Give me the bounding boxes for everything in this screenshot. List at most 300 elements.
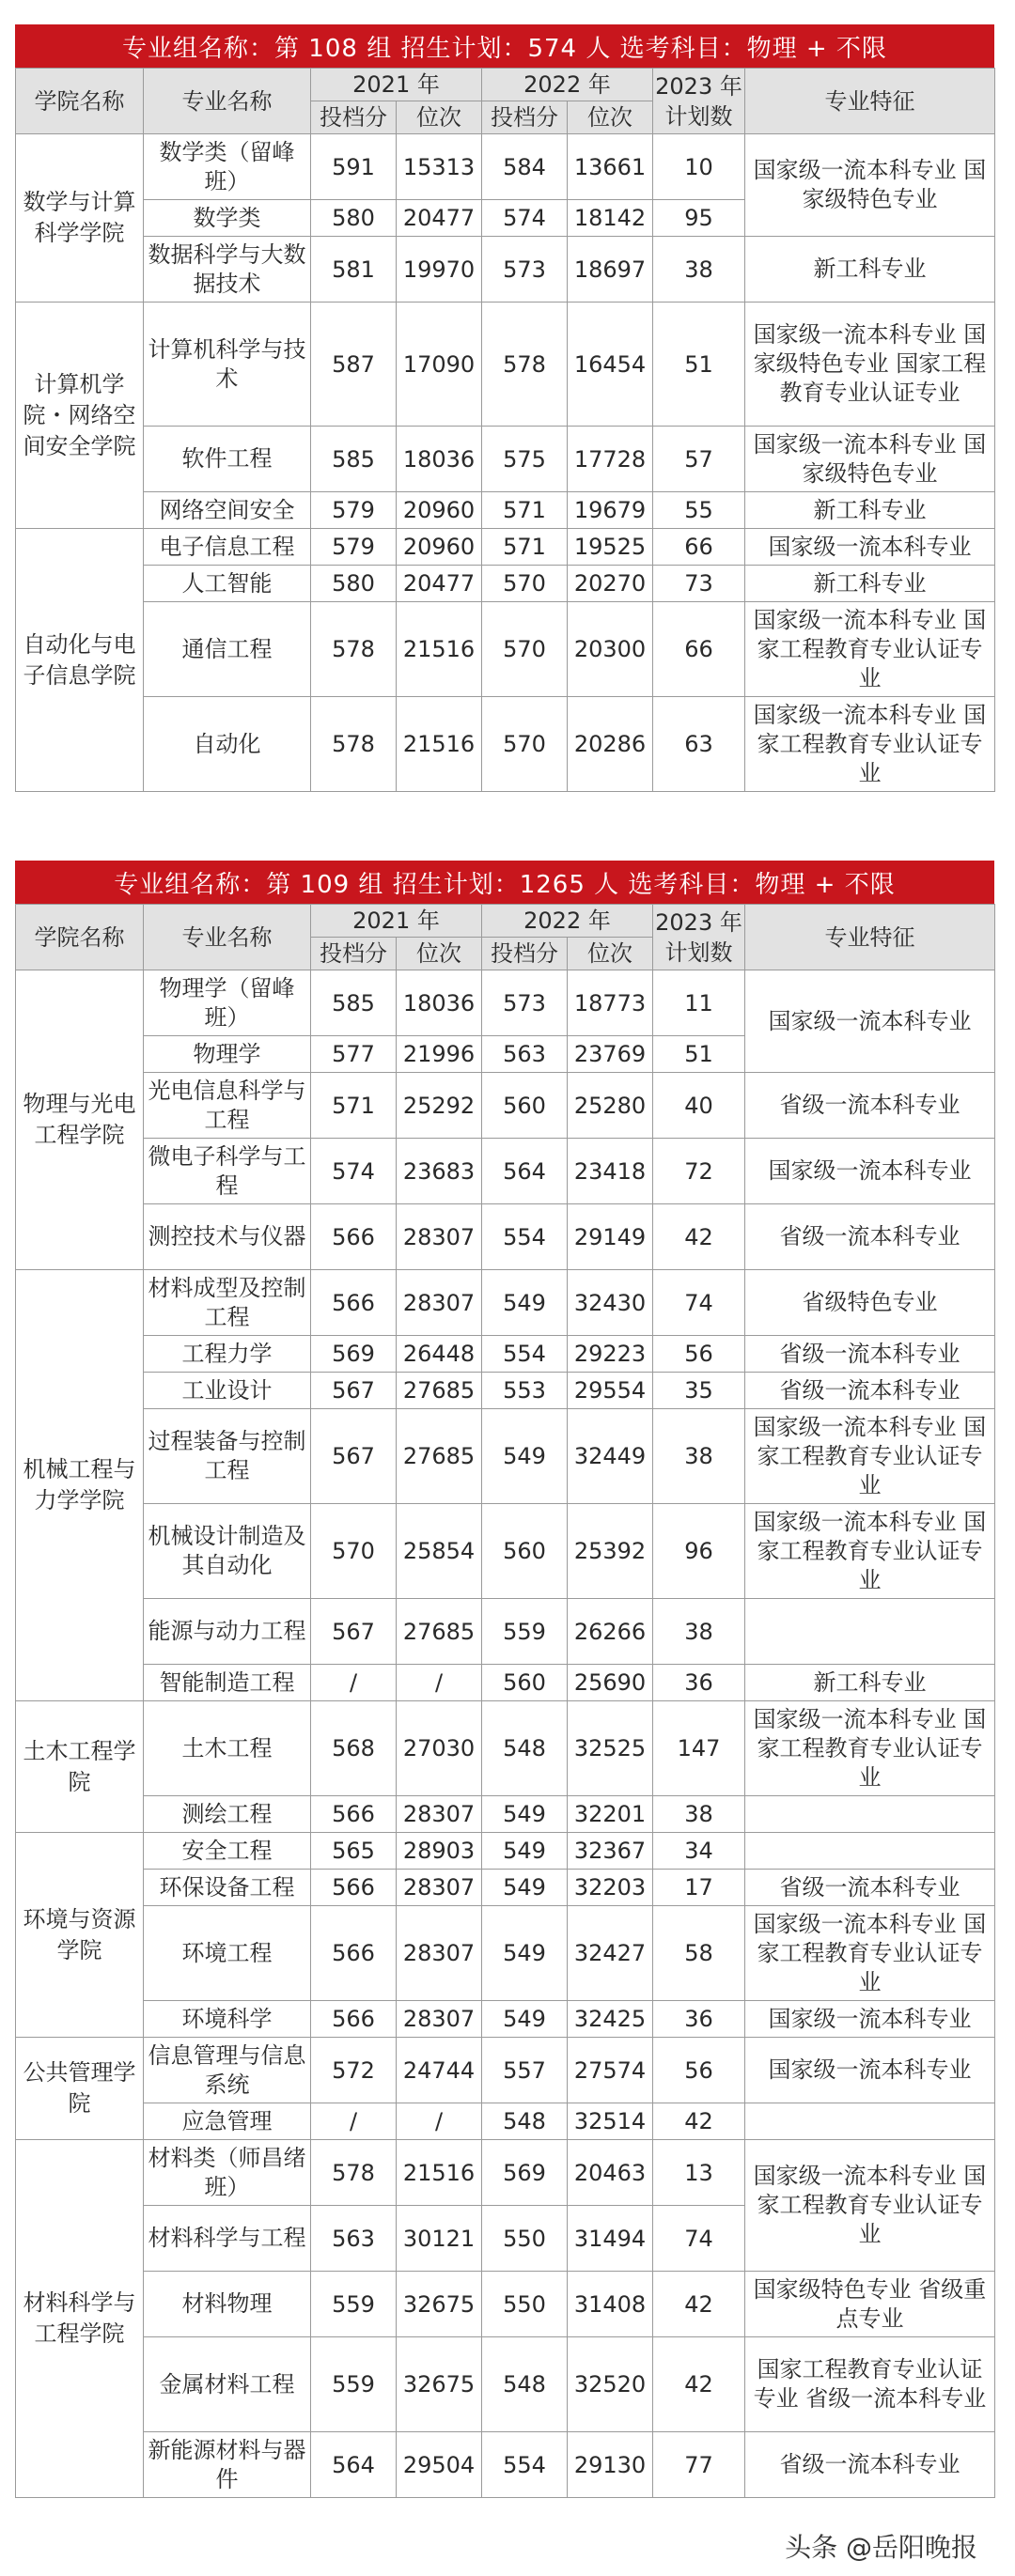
major-feature — [745, 2103, 995, 2140]
header-2022: 2022 年 — [482, 69, 653, 101]
table-row — [16, 1906, 995, 2001]
college-name: 环境与资源学院 — [16, 1833, 144, 2038]
table-row — [16, 2038, 995, 2103]
table-108-group — [15, 24, 994, 792]
major-feature: 国家级一流本科专业 国家工程教育专业认证专业 — [745, 1504, 995, 1599]
header-2023-plan — [653, 69, 745, 134]
score-2021: 566 — [311, 1906, 397, 2001]
plan-2023: 56 — [653, 2038, 745, 2103]
header-score-2021: 投档分 — [311, 938, 397, 970]
major-name: 金属材料工程 — [144, 2337, 311, 2432]
plan-2023: 72 — [653, 1139, 745, 1204]
table-row — [16, 529, 995, 566]
score-2022: 573 — [482, 970, 568, 1036]
header-2023-plan — [653, 905, 745, 970]
score-2022: 584 — [482, 134, 568, 200]
college-name: 机械工程与力学学院 — [16, 1270, 144, 1701]
plan-2023: 38 — [653, 237, 745, 303]
rank-2021: 21516 — [397, 697, 482, 792]
rank-2022: 29149 — [568, 1204, 653, 1270]
rank-2022: 27574 — [568, 2038, 653, 2103]
rank-2022: 26266 — [568, 1599, 653, 1665]
major-feature: 国家级一流本科专业 — [745, 2038, 995, 2103]
table-row — [16, 2001, 995, 2038]
score-2022: 548 — [482, 2337, 568, 2432]
score-2022: 564 — [482, 1139, 568, 1204]
major-feature: 省级一流本科专业 — [745, 2432, 995, 2498]
header-college: 学院名称 — [16, 905, 144, 970]
rank-2021: 15313 — [397, 134, 482, 200]
major-name: 测控技术与仪器 — [144, 1204, 311, 1270]
rank-2021: 27685 — [397, 1409, 482, 1504]
table-row — [16, 1701, 995, 1796]
major-feature: 国家级一流本科专业 国家工程教育专业认证专业 — [745, 697, 995, 792]
major-feature: 国家级一流本科专业 国家工程教育专业认证专业 — [745, 2140, 995, 2272]
rank-2021: 17090 — [397, 303, 482, 427]
table-row — [16, 492, 995, 529]
rank-2022: 20300 — [568, 602, 653, 697]
major-name: 电子信息工程 — [144, 529, 311, 566]
plan-2023: 42 — [653, 2272, 745, 2337]
rank-2021: / — [397, 1665, 482, 1701]
major-name: 新能源材料与器件 — [144, 2432, 311, 2498]
score-2021: 559 — [311, 2272, 397, 2337]
score-2021: 585 — [311, 427, 397, 492]
score-2021: 567 — [311, 1373, 397, 1409]
score-2021: 559 — [311, 2337, 397, 2432]
table-row — [16, 1204, 995, 1270]
rank-2021: 21516 — [397, 2140, 482, 2206]
score-2022: 574 — [482, 200, 568, 237]
rank-2021: 28307 — [397, 1870, 482, 1906]
score-2021: 572 — [311, 2038, 397, 2103]
table-row — [16, 1870, 995, 1906]
major-feature: 省级一流本科专业 — [745, 1336, 995, 1373]
rank-2021: 28307 — [397, 1906, 482, 2001]
rank-2022: 25690 — [568, 1665, 653, 1701]
table-row — [16, 970, 995, 1036]
rank-2021: 20477 — [397, 200, 482, 237]
college-name: 数学与计算科学学院 — [16, 134, 144, 303]
header-rank-2022: 位次 — [568, 938, 653, 970]
rank-2022: 17728 — [568, 427, 653, 492]
score-2021: 581 — [311, 237, 397, 303]
table-row — [16, 1336, 995, 1373]
major-name: 自动化 — [144, 697, 311, 792]
plan-2023: 35 — [653, 1373, 745, 1409]
major-feature — [745, 1796, 995, 1833]
plan-2023: 10 — [653, 134, 745, 200]
rank-2022: 32367 — [568, 1833, 653, 1870]
major-feature: 国家工程教育专业认证专业 省级一流本科专业 — [745, 2337, 995, 2432]
score-2022: 549 — [482, 1906, 568, 2001]
table-row — [16, 2432, 995, 2498]
score-2022: 563 — [482, 1036, 568, 1073]
major-feature: 省级一流本科专业 — [745, 1073, 995, 1139]
score-2021: / — [311, 1665, 397, 1701]
major-name: 机械设计制造及其自动化 — [144, 1504, 311, 1599]
major-name: 智能制造工程 — [144, 1665, 311, 1701]
rank-2021: 21996 — [397, 1036, 482, 1073]
score-2021: 585 — [311, 970, 397, 1036]
score-2021: 563 — [311, 2206, 397, 2272]
college-name: 物理与光电工程学院 — [16, 970, 144, 1270]
header-plan-count: 计划数 — [664, 102, 733, 130]
major-name: 土木工程 — [144, 1701, 311, 1796]
rank-2021: 20477 — [397, 566, 482, 602]
rank-2021: 26448 — [397, 1336, 482, 1373]
major-feature — [745, 1599, 995, 1665]
plan-2023: 11 — [653, 970, 745, 1036]
admission-table-108 — [15, 68, 995, 792]
score-2022: 560 — [482, 1073, 568, 1139]
score-2021: 566 — [311, 2001, 397, 2038]
major-feature: 国家级一流本科专业 国家工程教育专业认证专业 — [745, 1409, 995, 1504]
rank-2022: 18697 — [568, 237, 653, 303]
college-name: 公共管理学院 — [16, 2038, 144, 2140]
plan-2023: 36 — [653, 2001, 745, 2038]
plan-2023: 38 — [653, 1599, 745, 1665]
score-2022: 560 — [482, 1504, 568, 1599]
major-feature: 新工科专业 — [745, 566, 995, 602]
rank-2021: 28307 — [397, 1270, 482, 1336]
major-name: 计算机科学与技术 — [144, 303, 311, 427]
table-row — [16, 2337, 995, 2432]
score-2021: 574 — [311, 1139, 397, 1204]
header-feature: 专业特征 — [745, 905, 995, 970]
header-score-2022: 投档分 — [482, 938, 568, 970]
rank-2021: 27685 — [397, 1599, 482, 1665]
rank-2021: 20960 — [397, 492, 482, 529]
header-2021: 2021 年 — [311, 69, 482, 101]
table-row — [16, 1599, 995, 1665]
rank-2021: 27685 — [397, 1373, 482, 1409]
major-name: 物理学（留峰班） — [144, 970, 311, 1036]
rank-2022: 19679 — [568, 492, 653, 529]
header-2023: 2023 年 — [655, 72, 742, 100]
table-109-group — [15, 861, 994, 2498]
table-row — [16, 1139, 995, 1204]
plan-2023: 42 — [653, 2103, 745, 2140]
major-name: 通信工程 — [144, 602, 311, 697]
rank-2021: 29504 — [397, 2432, 482, 2498]
header-feature: 专业特征 — [745, 69, 995, 134]
major-feature: 国家级一流本科专业 — [745, 1139, 995, 1204]
table-row — [16, 237, 995, 303]
rank-2022: 29130 — [568, 2432, 653, 2498]
major-feature: 新工科专业 — [745, 237, 995, 303]
score-2021: 567 — [311, 1599, 397, 1665]
major-name: 微电子科学与工程 — [144, 1139, 311, 1204]
banner-108: 专业组名称：第 108 组 招生计划：574 人 选考科目：物理 + 不限 — [15, 24, 994, 68]
plan-2023: 42 — [653, 1204, 745, 1270]
table-row — [16, 2140, 995, 2206]
rank-2021: 18036 — [397, 970, 482, 1036]
rank-2022: 32203 — [568, 1870, 653, 1906]
major-feature: 国家级一流本科专业 国家工程教育专业认证专业 — [745, 1906, 995, 2001]
table-row — [16, 1796, 995, 1833]
major-feature: 国家级一流本科专业 国家级特色专业 — [745, 134, 995, 237]
rank-2021: 20960 — [397, 529, 482, 566]
major-name: 数学类（留峰班） — [144, 134, 311, 200]
header-2023: 2023 年 — [655, 908, 742, 936]
rank-2022: 32449 — [568, 1409, 653, 1504]
major-name: 人工智能 — [144, 566, 311, 602]
rank-2021: 25292 — [397, 1073, 482, 1139]
major-name: 能源与动力工程 — [144, 1599, 311, 1665]
major-feature: 省级特色专业 — [745, 1270, 995, 1336]
plan-2023: 36 — [653, 1665, 745, 1701]
rank-2022: 20463 — [568, 2140, 653, 2206]
admission-table-109 — [15, 904, 995, 2498]
major-feature: 国家级一流本科专业 国家级特色专业 国家工程教育专业认证专业 — [745, 303, 995, 427]
major-feature: 新工科专业 — [745, 492, 995, 529]
major-feature — [745, 1833, 995, 1870]
rank-2022: 32430 — [568, 1270, 653, 1336]
watermark: 头条 @岳阳晚报 — [785, 2532, 977, 2563]
major-name: 环境工程 — [144, 1906, 311, 2001]
rank-2021: 32675 — [397, 2337, 482, 2432]
major-name: 应急管理 — [144, 2103, 311, 2140]
header-college: 学院名称 — [16, 69, 144, 134]
score-2021: 580 — [311, 200, 397, 237]
header-rank-2021: 位次 — [397, 938, 482, 970]
rank-2021: 27030 — [397, 1701, 482, 1796]
plan-2023: 63 — [653, 697, 745, 792]
score-2022: 571 — [482, 529, 568, 566]
score-2022: 570 — [482, 566, 568, 602]
score-2022: 550 — [482, 2272, 568, 2337]
score-2022: 549 — [482, 1870, 568, 1906]
plan-2023: 66 — [653, 602, 745, 697]
plan-2023: 147 — [653, 1701, 745, 1796]
score-2022: 554 — [482, 1336, 568, 1373]
rank-2021: / — [397, 2103, 482, 2140]
score-2021: 566 — [311, 1796, 397, 1833]
plan-2023: 34 — [653, 1833, 745, 1870]
score-2022: 571 — [482, 492, 568, 529]
header-2021: 2021 年 — [311, 905, 482, 938]
score-2022: 549 — [482, 1270, 568, 1336]
score-2022: 560 — [482, 1665, 568, 1701]
major-name: 数学类 — [144, 200, 311, 237]
major-feature: 国家级特色专业 省级重点专业 — [745, 2272, 995, 2337]
table-row — [16, 1833, 995, 1870]
score-2022: 549 — [482, 2001, 568, 2038]
major-feature: 省级一流本科专业 — [745, 1204, 995, 1270]
major-name: 安全工程 — [144, 1833, 311, 1870]
score-2021: 570 — [311, 1504, 397, 1599]
rank-2021: 23683 — [397, 1139, 482, 1204]
major-name: 材料成型及控制工程 — [144, 1270, 311, 1336]
rank-2022: 20270 — [568, 566, 653, 602]
major-name: 网络空间安全 — [144, 492, 311, 529]
plan-2023: 38 — [653, 1409, 745, 1504]
score-2022: 569 — [482, 2140, 568, 2206]
header-major: 专业名称 — [144, 69, 311, 134]
score-2022: 553 — [482, 1373, 568, 1409]
plan-2023: 57 — [653, 427, 745, 492]
table-row — [16, 1504, 995, 1599]
rank-2022: 32520 — [568, 2337, 653, 2432]
table-row — [16, 1409, 995, 1504]
rank-2021: 28307 — [397, 2001, 482, 2038]
college-name: 自动化与电子信息学院 — [16, 529, 144, 792]
rank-2021: 19970 — [397, 237, 482, 303]
plan-2023: 74 — [653, 1270, 745, 1336]
major-feature: 省级一流本科专业 — [745, 1870, 995, 1906]
plan-2023: 74 — [653, 2206, 745, 2272]
score-2021: 580 — [311, 566, 397, 602]
rank-2021: 32675 — [397, 2272, 482, 2337]
score-2021: 577 — [311, 1036, 397, 1073]
college-name: 土木工程学院 — [16, 1701, 144, 1833]
rank-2021: 21516 — [397, 602, 482, 697]
plan-2023: 66 — [653, 529, 745, 566]
score-2022: 549 — [482, 1833, 568, 1870]
rank-2022: 32425 — [568, 2001, 653, 2038]
score-2021: 571 — [311, 1073, 397, 1139]
score-2022: 554 — [482, 1204, 568, 1270]
score-2021: 568 — [311, 1701, 397, 1796]
header-rank-2021: 位次 — [397, 101, 482, 134]
score-2022: 573 — [482, 237, 568, 303]
plan-2023: 73 — [653, 566, 745, 602]
table-row — [16, 1270, 995, 1336]
score-2021: 579 — [311, 492, 397, 529]
header-major: 专业名称 — [144, 905, 311, 970]
table-row — [16, 303, 995, 427]
major-name: 软件工程 — [144, 427, 311, 492]
major-feature: 国家级一流本科专业 国家工程教育专业认证专业 — [745, 602, 995, 697]
rank-2022: 29554 — [568, 1373, 653, 1409]
score-2022: 557 — [482, 2038, 568, 2103]
rank-2022: 32201 — [568, 1796, 653, 1833]
score-2022: 548 — [482, 1701, 568, 1796]
plan-2023: 95 — [653, 200, 745, 237]
rank-2022: 29223 — [568, 1336, 653, 1373]
score-2021: 578 — [311, 2140, 397, 2206]
rank-2022: 32514 — [568, 2103, 653, 2140]
plan-2023: 13 — [653, 2140, 745, 2206]
score-2021: 565 — [311, 1833, 397, 1870]
score-2021: 569 — [311, 1336, 397, 1373]
rank-2021: 30121 — [397, 2206, 482, 2272]
major-name: 工业设计 — [144, 1373, 311, 1409]
score-2021: 578 — [311, 697, 397, 792]
table-row — [16, 1073, 995, 1139]
rank-2021: 28307 — [397, 1796, 482, 1833]
rank-2022: 32427 — [568, 1906, 653, 2001]
major-name: 材料类（师昌绪班） — [144, 2140, 311, 2206]
score-2021: 587 — [311, 303, 397, 427]
table-row — [16, 2272, 995, 2337]
header-score-2022: 投档分 — [482, 101, 568, 134]
rank-2022: 18773 — [568, 970, 653, 1036]
score-2021: 566 — [311, 1270, 397, 1336]
major-name: 过程装备与控制工程 — [144, 1409, 311, 1504]
score-2021: 566 — [311, 1204, 397, 1270]
table-row — [16, 697, 995, 792]
plan-2023: 96 — [653, 1504, 745, 1599]
major-name: 工程力学 — [144, 1336, 311, 1373]
banner-109: 专业组名称：第 109 组 招生计划：1265 人 选考科目：物理 + 不限 — [15, 861, 994, 904]
plan-2023: 77 — [653, 2432, 745, 2498]
score-2022: 549 — [482, 1796, 568, 1833]
rank-2021: 18036 — [397, 427, 482, 492]
rank-2022: 18142 — [568, 200, 653, 237]
major-feature: 国家级一流本科专业 — [745, 970, 995, 1073]
rank-2022: 13661 — [568, 134, 653, 200]
major-name: 环境科学 — [144, 2001, 311, 2038]
plan-2023: 17 — [653, 1870, 745, 1906]
college-name: 计算机学院・网络空间安全学院 — [16, 303, 144, 529]
plan-2023: 38 — [653, 1796, 745, 1833]
major-feature: 国家级一流本科专业 — [745, 529, 995, 566]
score-2021: / — [311, 2103, 397, 2140]
header-plan-count: 计划数 — [664, 939, 733, 966]
table-row — [16, 602, 995, 697]
college-name: 材料科学与工程学院 — [16, 2140, 144, 2498]
rank-2022: 19525 — [568, 529, 653, 566]
rank-2022: 25280 — [568, 1073, 653, 1139]
table-row — [16, 2103, 995, 2140]
plan-2023: 51 — [653, 1036, 745, 1073]
score-2021: 579 — [311, 529, 397, 566]
rank-2021: 24744 — [397, 2038, 482, 2103]
plan-2023: 55 — [653, 492, 745, 529]
plan-2023: 56 — [653, 1336, 745, 1373]
table-row — [16, 134, 995, 200]
major-name: 环保设备工程 — [144, 1870, 311, 1906]
score-2022: 554 — [482, 2432, 568, 2498]
score-2022: 570 — [482, 602, 568, 697]
plan-2023: 58 — [653, 1906, 745, 2001]
rank-2022: 25392 — [568, 1504, 653, 1599]
header-rank-2022: 位次 — [568, 101, 653, 134]
score-2021: 564 — [311, 2432, 397, 2498]
score-2021: 567 — [311, 1409, 397, 1504]
table-row — [16, 427, 995, 492]
major-name: 材料科学与工程 — [144, 2206, 311, 2272]
plan-2023: 42 — [653, 2337, 745, 2432]
rank-2022: 23769 — [568, 1036, 653, 1073]
table-row — [16, 1373, 995, 1409]
table-row — [16, 566, 995, 602]
major-feature: 国家级一流本科专业 — [745, 2001, 995, 2038]
plan-2023: 51 — [653, 303, 745, 427]
header-2022: 2022 年 — [482, 905, 653, 938]
score-2022: 549 — [482, 1409, 568, 1504]
major-name: 数据科学与大数据技术 — [144, 237, 311, 303]
major-name: 物理学 — [144, 1036, 311, 1073]
score-2022: 578 — [482, 303, 568, 427]
score-2022: 575 — [482, 427, 568, 492]
header-score-2021: 投档分 — [311, 101, 397, 134]
rank-2021: 28903 — [397, 1833, 482, 1870]
major-feature: 省级一流本科专业 — [745, 1373, 995, 1409]
major-feature: 国家级一流本科专业 国家级特色专业 — [745, 427, 995, 492]
rank-2021: 25854 — [397, 1504, 482, 1599]
score-2021: 566 — [311, 1870, 397, 1906]
score-2022: 550 — [482, 2206, 568, 2272]
plan-2023: 40 — [653, 1073, 745, 1139]
table-row — [16, 1665, 995, 1701]
rank-2022: 32525 — [568, 1701, 653, 1796]
rank-2022: 31494 — [568, 2206, 653, 2272]
major-feature: 新工科专业 — [745, 1665, 995, 1701]
score-2022: 570 — [482, 697, 568, 792]
